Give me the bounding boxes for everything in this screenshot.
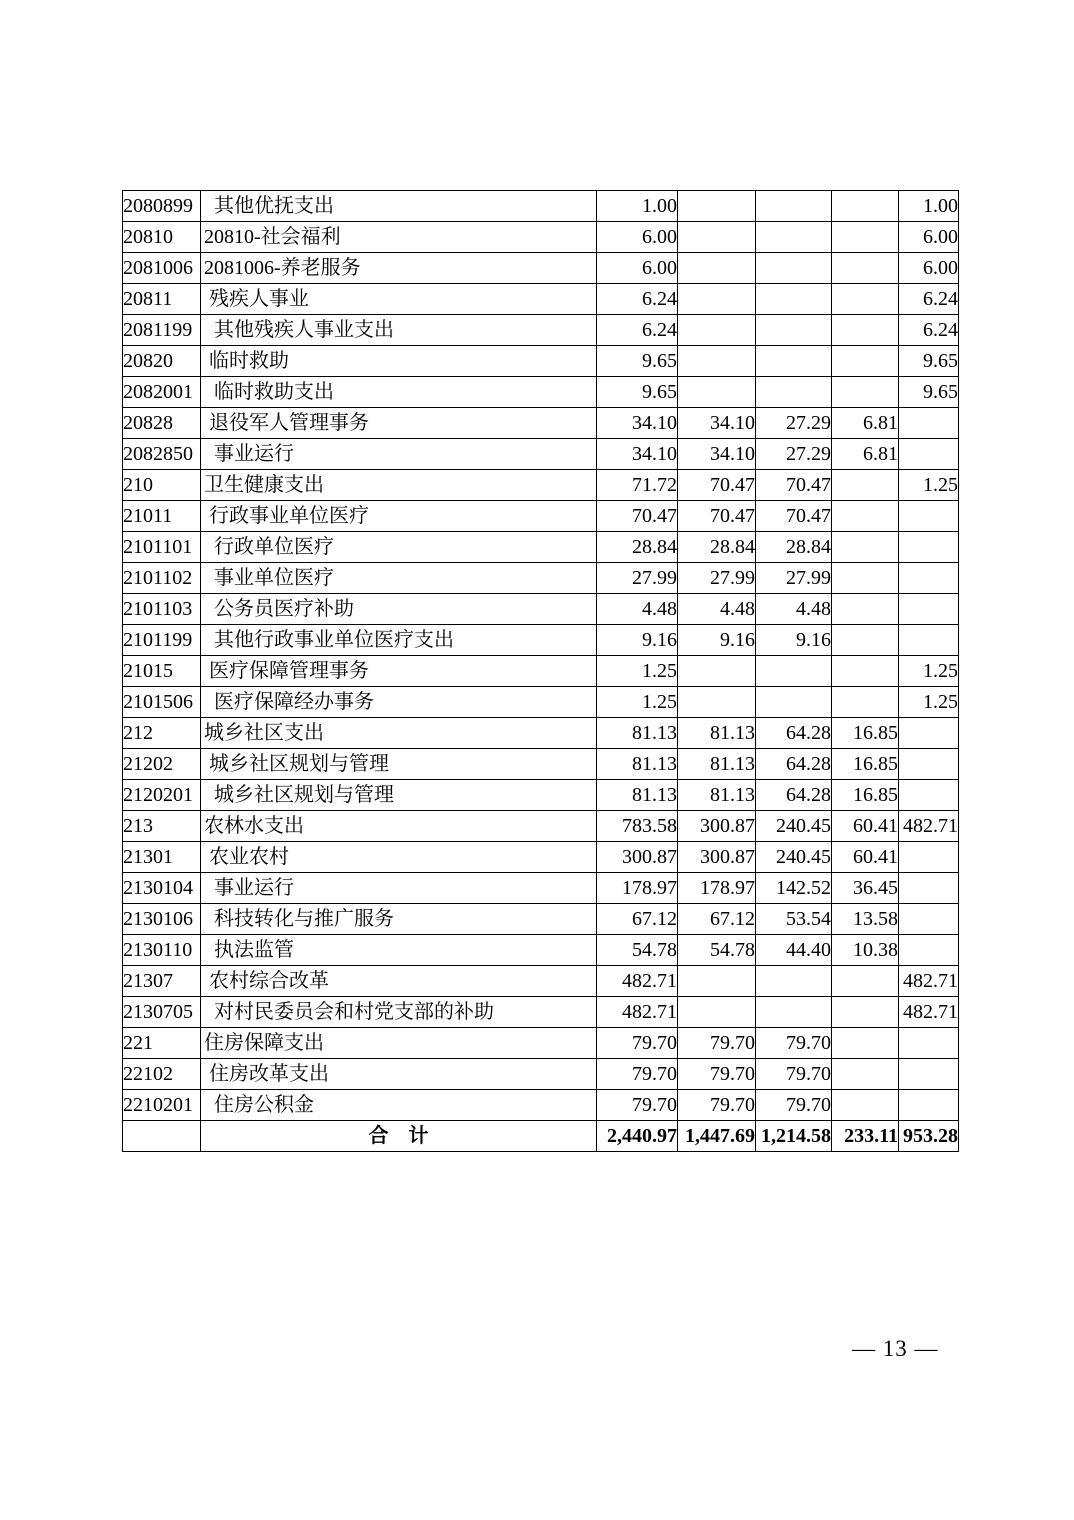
value-cell (899, 935, 959, 966)
code-cell: 2101101 (123, 532, 201, 563)
code-cell: 2080899 (123, 191, 201, 222)
value-cell (899, 873, 959, 904)
value-cell: 67.12 (678, 904, 756, 935)
value-cell (899, 563, 959, 594)
table-row (123, 935, 959, 966)
value-cell: 4.48 (678, 594, 756, 625)
value-cell: 4.48 (597, 594, 678, 625)
value-cell: 142.52 (756, 873, 832, 904)
value-cell: 36.45 (832, 873, 899, 904)
code-cell: 2130705 (123, 997, 201, 1028)
value-cell (832, 687, 899, 718)
table-row (123, 408, 959, 439)
value-cell (756, 346, 832, 377)
code-cell: 2130104 (123, 873, 201, 904)
value-cell (832, 532, 899, 563)
value-cell: 4.48 (756, 594, 832, 625)
table-row (123, 687, 959, 718)
value-cell (678, 656, 756, 687)
value-cell: 1.25 (597, 687, 678, 718)
name-cell: 卫生健康支出 (201, 470, 597, 501)
value-cell: 13.58 (832, 904, 899, 935)
value-cell: 482.71 (899, 997, 959, 1028)
name-cell: 2081006-养老服务 (201, 253, 597, 284)
name-cell: 其他优抚支出 (201, 191, 597, 222)
value-cell (756, 966, 832, 997)
value-cell (899, 749, 959, 780)
code-cell: 2120201 (123, 780, 201, 811)
name-cell: 医疗保障经办事务 (201, 687, 597, 718)
name-cell: 住房保障支出 (201, 1028, 597, 1059)
table-row (123, 811, 959, 842)
value-cell: 70.47 (678, 501, 756, 532)
value-cell: 28.84 (678, 532, 756, 563)
name-cell: 行政事业单位医疗 (201, 501, 597, 532)
code-cell: 20811 (123, 284, 201, 315)
total-value-cell: 233.11 (832, 1121, 899, 1152)
value-cell: 34.10 (597, 408, 678, 439)
name-cell: 执法监管 (201, 935, 597, 966)
value-cell: 44.40 (756, 935, 832, 966)
value-cell (832, 1059, 899, 1090)
code-cell: 213 (123, 811, 201, 842)
value-cell (832, 501, 899, 532)
total-value-cell: 2,440.97 (597, 1121, 678, 1152)
name-cell: 农村综合改革 (201, 966, 597, 997)
value-cell: 482.71 (597, 966, 678, 997)
code-cell: 2081006 (123, 253, 201, 284)
value-cell (899, 501, 959, 532)
value-cell (756, 377, 832, 408)
value-cell: 1.25 (899, 687, 959, 718)
table-row (123, 625, 959, 656)
value-cell: 482.71 (597, 997, 678, 1028)
value-cell: 1.25 (899, 470, 959, 501)
value-cell: 6.00 (597, 253, 678, 284)
value-cell: 34.10 (678, 408, 756, 439)
value-cell (899, 1059, 959, 1090)
value-cell (899, 842, 959, 873)
table-row (123, 997, 959, 1028)
value-cell: 81.13 (597, 780, 678, 811)
code-cell: 20810 (123, 222, 201, 253)
total-value-cell: 1,447.69 (678, 1121, 756, 1152)
value-cell: 79.70 (756, 1028, 832, 1059)
table-row (123, 470, 959, 501)
table-row (123, 532, 959, 563)
value-cell (832, 594, 899, 625)
table-row (123, 966, 959, 997)
value-cell: 70.47 (597, 501, 678, 532)
code-cell: 221 (123, 1028, 201, 1059)
value-cell (678, 315, 756, 346)
table-row (123, 284, 959, 315)
value-cell: 27.99 (597, 563, 678, 594)
value-cell: 34.10 (597, 439, 678, 470)
name-cell: 其他行政事业单位医疗支出 (201, 625, 597, 656)
code-cell: 21307 (123, 966, 201, 997)
value-cell (756, 315, 832, 346)
name-cell: 城乡社区规划与管理 (201, 749, 597, 780)
value-cell: 240.45 (756, 811, 832, 842)
value-cell: 79.70 (756, 1090, 832, 1121)
name-cell: 事业单位医疗 (201, 563, 597, 594)
value-cell: 300.87 (678, 842, 756, 873)
value-cell: 27.29 (756, 439, 832, 470)
table-row (123, 749, 959, 780)
value-cell: 6.24 (597, 315, 678, 346)
name-cell: 临时救助支出 (201, 377, 597, 408)
value-cell: 70.47 (756, 470, 832, 501)
value-cell: 9.16 (597, 625, 678, 656)
code-cell: 2101506 (123, 687, 201, 718)
code-cell: 21015 (123, 656, 201, 687)
value-cell: 79.70 (597, 1028, 678, 1059)
code-cell: 2082850 (123, 439, 201, 470)
value-cell (899, 904, 959, 935)
budget-table (122, 190, 959, 1152)
value-cell (678, 377, 756, 408)
name-cell: 医疗保障管理事务 (201, 656, 597, 687)
value-cell: 482.71 (899, 966, 959, 997)
value-cell: 9.65 (899, 346, 959, 377)
value-cell (832, 222, 899, 253)
total-row (123, 1121, 959, 1152)
code-cell: 20820 (123, 346, 201, 377)
value-cell: 64.28 (756, 718, 832, 749)
value-cell: 27.29 (756, 408, 832, 439)
value-cell (832, 997, 899, 1028)
value-cell: 1.00 (899, 191, 959, 222)
value-cell: 16.85 (832, 749, 899, 780)
value-cell: 300.87 (678, 811, 756, 842)
value-cell (756, 253, 832, 284)
table-row (123, 222, 959, 253)
value-cell: 9.16 (756, 625, 832, 656)
name-cell: 退役军人管理事务 (201, 408, 597, 439)
table-row (123, 656, 959, 687)
value-cell: 6.00 (597, 222, 678, 253)
table-row (123, 253, 959, 284)
total-code-cell (123, 1121, 201, 1152)
value-cell: 482.71 (899, 811, 959, 842)
value-cell (832, 315, 899, 346)
value-cell: 6.81 (832, 439, 899, 470)
name-cell: 公务员医疗补助 (201, 594, 597, 625)
value-cell: 16.85 (832, 718, 899, 749)
value-cell: 60.41 (832, 811, 899, 842)
value-cell (899, 1090, 959, 1121)
value-cell: 28.84 (756, 532, 832, 563)
value-cell (678, 966, 756, 997)
value-cell: 53.54 (756, 904, 832, 935)
value-cell (899, 780, 959, 811)
value-cell: 79.70 (678, 1059, 756, 1090)
value-cell (678, 253, 756, 284)
value-cell (832, 253, 899, 284)
total-label: 合 计 (201, 1121, 597, 1152)
value-cell: 9.65 (597, 346, 678, 377)
value-cell: 9.65 (597, 377, 678, 408)
name-cell: 城乡社区规划与管理 (201, 780, 597, 811)
value-cell: 70.47 (678, 470, 756, 501)
code-cell: 21011 (123, 501, 201, 532)
value-cell (756, 997, 832, 1028)
value-cell (899, 1028, 959, 1059)
table-row (123, 780, 959, 811)
table-row (123, 1028, 959, 1059)
value-cell (678, 346, 756, 377)
value-cell: 6.00 (899, 222, 959, 253)
name-cell: 科技转化与推广服务 (201, 904, 597, 935)
value-cell: 240.45 (756, 842, 832, 873)
value-cell (899, 439, 959, 470)
value-cell: 6.24 (899, 315, 959, 346)
value-cell (899, 408, 959, 439)
code-cell: 2210201 (123, 1090, 201, 1121)
name-cell: 残疾人事业 (201, 284, 597, 315)
value-cell: 81.13 (597, 718, 678, 749)
value-cell (899, 625, 959, 656)
name-cell: 对村民委员会和村党支部的补助 (201, 997, 597, 1028)
name-cell: 农林水支出 (201, 811, 597, 842)
total-value-cell: 1,214.58 (756, 1121, 832, 1152)
table-body (123, 191, 959, 1152)
value-cell: 1.00 (597, 191, 678, 222)
table-row (123, 191, 959, 222)
value-cell: 64.28 (756, 780, 832, 811)
value-cell (678, 997, 756, 1028)
code-cell: 2130110 (123, 935, 201, 966)
value-cell: 79.70 (678, 1028, 756, 1059)
value-cell: 9.16 (678, 625, 756, 656)
value-cell (832, 656, 899, 687)
value-cell: 71.72 (597, 470, 678, 501)
value-cell: 1.25 (597, 656, 678, 687)
table-row (123, 377, 959, 408)
table-row (123, 1090, 959, 1121)
value-cell: 10.38 (832, 935, 899, 966)
table-row (123, 346, 959, 377)
value-cell (678, 284, 756, 315)
code-cell: 21202 (123, 749, 201, 780)
value-cell: 70.47 (756, 501, 832, 532)
value-cell (756, 191, 832, 222)
value-cell: 54.78 (597, 935, 678, 966)
value-cell: 27.99 (756, 563, 832, 594)
name-cell: 住房公积金 (201, 1090, 597, 1121)
value-cell (832, 377, 899, 408)
value-cell (832, 1028, 899, 1059)
value-cell: 54.78 (678, 935, 756, 966)
value-cell: 81.13 (678, 749, 756, 780)
code-cell: 2081199 (123, 315, 201, 346)
value-cell: 60.41 (832, 842, 899, 873)
value-cell: 1.25 (899, 656, 959, 687)
value-cell (899, 594, 959, 625)
table-row (123, 315, 959, 346)
value-cell: 6.24 (597, 284, 678, 315)
value-cell (832, 625, 899, 656)
value-cell: 79.70 (678, 1090, 756, 1121)
value-cell (678, 222, 756, 253)
table-row (123, 1059, 959, 1090)
value-cell (899, 718, 959, 749)
value-cell: 27.99 (678, 563, 756, 594)
name-cell: 事业运行 (201, 439, 597, 470)
table-row (123, 563, 959, 594)
name-cell: 住房改革支出 (201, 1059, 597, 1090)
name-cell: 其他残疾人事业支出 (201, 315, 597, 346)
table-row (123, 904, 959, 935)
value-cell: 9.65 (899, 377, 959, 408)
value-cell: 178.97 (597, 873, 678, 904)
value-cell: 79.70 (597, 1059, 678, 1090)
value-cell (832, 284, 899, 315)
value-cell (832, 563, 899, 594)
code-cell: 22102 (123, 1059, 201, 1090)
name-cell: 事业运行 (201, 873, 597, 904)
code-cell: 212 (123, 718, 201, 749)
code-cell: 2101199 (123, 625, 201, 656)
value-cell: 64.28 (756, 749, 832, 780)
table-row (123, 439, 959, 470)
name-cell: 20810-社会福利 (201, 222, 597, 253)
value-cell (678, 687, 756, 718)
code-cell: 21301 (123, 842, 201, 873)
value-cell: 81.13 (678, 718, 756, 749)
value-cell: 67.12 (597, 904, 678, 935)
code-cell: 2101102 (123, 563, 201, 594)
table-row (123, 501, 959, 532)
name-cell: 行政单位医疗 (201, 532, 597, 563)
name-cell: 农业农村 (201, 842, 597, 873)
value-cell: 81.13 (597, 749, 678, 780)
value-cell: 300.87 (597, 842, 678, 873)
value-cell: 6.00 (899, 253, 959, 284)
value-cell: 178.97 (678, 873, 756, 904)
code-cell: 2130106 (123, 904, 201, 935)
value-cell (678, 191, 756, 222)
name-cell: 临时救助 (201, 346, 597, 377)
value-cell: 79.70 (756, 1059, 832, 1090)
value-cell: 6.81 (832, 408, 899, 439)
code-cell: 210 (123, 470, 201, 501)
value-cell: 79.70 (597, 1090, 678, 1121)
value-cell (832, 346, 899, 377)
table-row (123, 842, 959, 873)
code-cell: 20828 (123, 408, 201, 439)
page-number: — 13 — (852, 1336, 939, 1361)
name-cell: 城乡社区支出 (201, 718, 597, 749)
value-cell (832, 1090, 899, 1121)
value-cell (832, 966, 899, 997)
value-cell (756, 222, 832, 253)
value-cell (899, 532, 959, 563)
code-cell: 2101103 (123, 594, 201, 625)
value-cell: 16.85 (832, 780, 899, 811)
table-row (123, 594, 959, 625)
value-cell (756, 284, 832, 315)
table-row (123, 873, 959, 904)
table-row (123, 718, 959, 749)
code-cell: 2082001 (123, 377, 201, 408)
value-cell: 81.13 (678, 780, 756, 811)
value-cell (756, 656, 832, 687)
value-cell: 34.10 (678, 439, 756, 470)
value-cell (832, 191, 899, 222)
total-value-cell: 953.28 (899, 1121, 959, 1152)
value-cell: 28.84 (597, 532, 678, 563)
value-cell (756, 687, 832, 718)
value-cell (832, 470, 899, 501)
value-cell: 783.58 (597, 811, 678, 842)
value-cell: 6.24 (899, 284, 959, 315)
